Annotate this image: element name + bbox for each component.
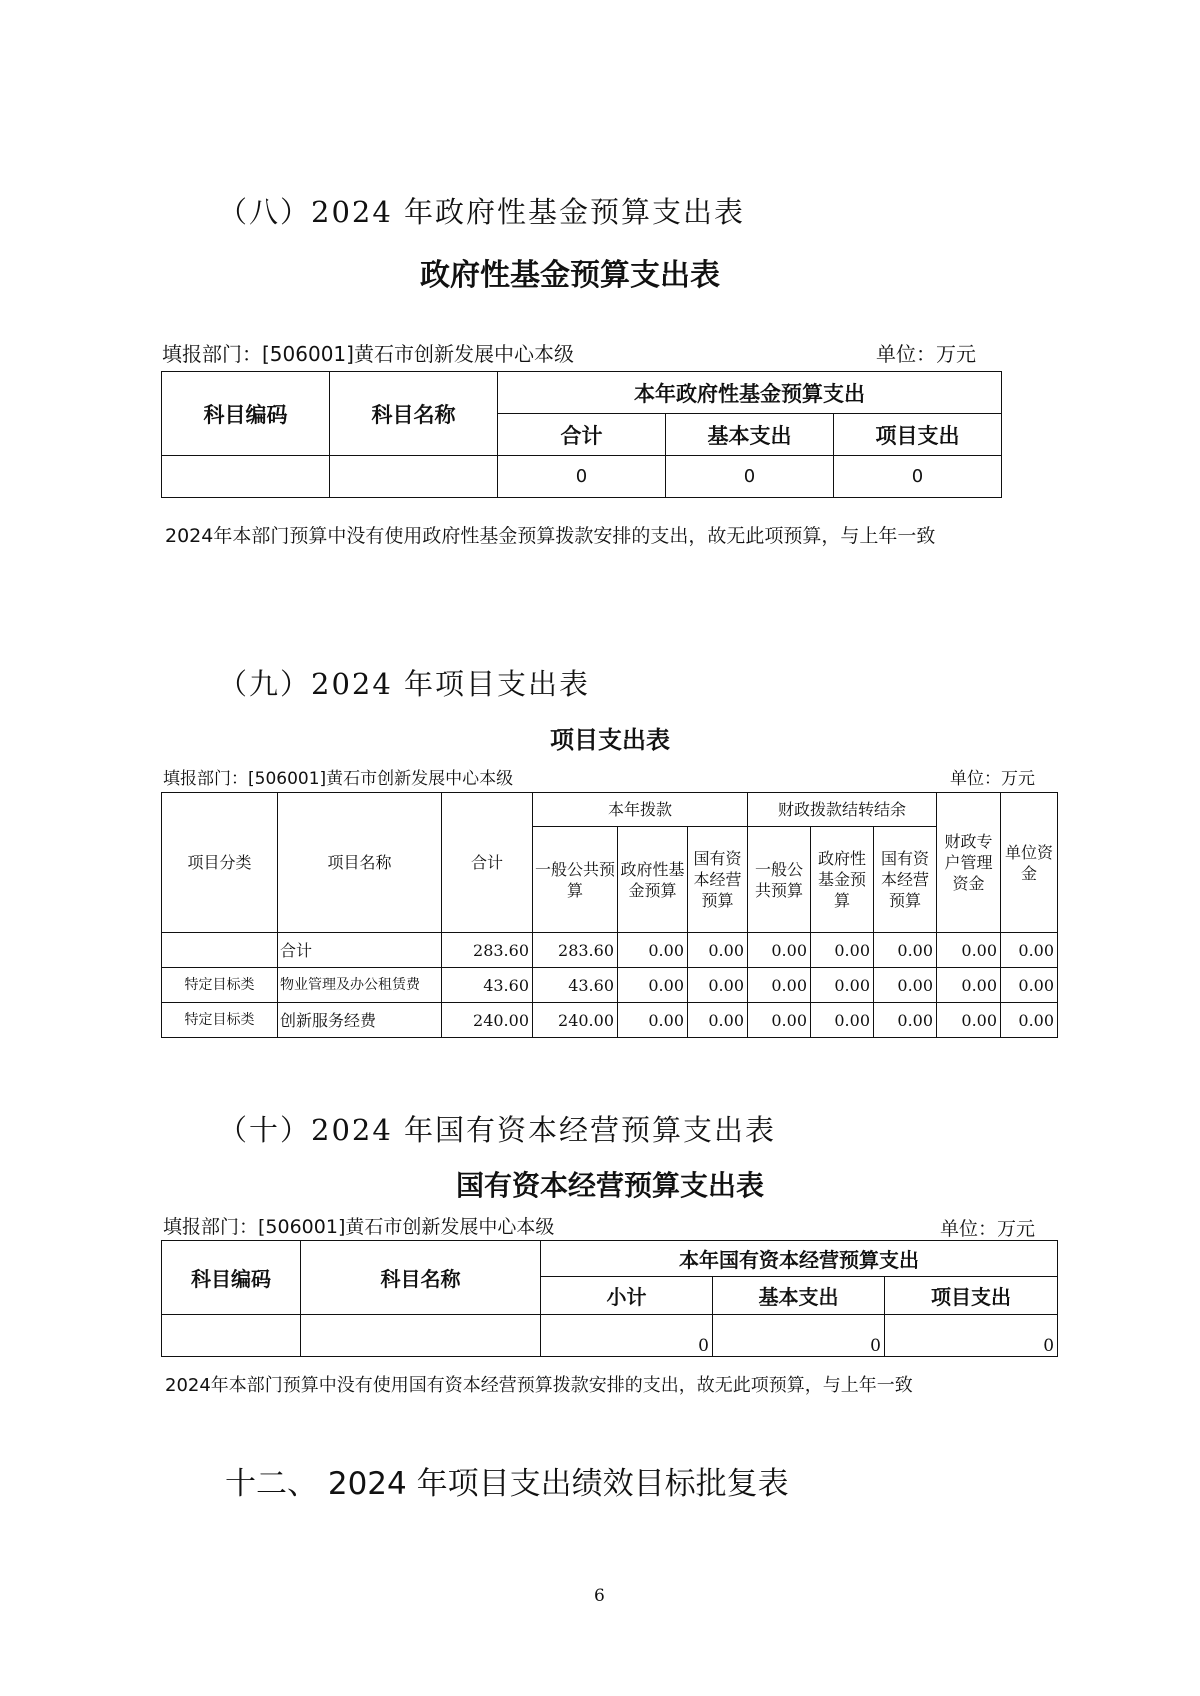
header-code: 科目编码	[162, 1241, 301, 1315]
cell-category: 特定目标类	[162, 968, 278, 1003]
table-row	[162, 933, 1058, 968]
cell-co-general: 0.00	[748, 1003, 811, 1038]
cell-basic: 0	[713, 1315, 885, 1357]
header-total: 合计	[442, 793, 533, 933]
table-row	[162, 1315, 1058, 1357]
header-project: 项目支出	[885, 1277, 1058, 1315]
header-group: 本年政府性基金预算支出	[498, 372, 1002, 414]
cell-general: 240.00	[533, 1003, 618, 1038]
cell-co-general: 0.00	[748, 933, 811, 968]
header-basic: 基本支出	[713, 1277, 885, 1315]
state-capital-table	[161, 1240, 1058, 1357]
table-row	[162, 456, 1002, 498]
section-8-note: 2024年本部门预算中没有使用政府性基金预算拨款安排的支出，故无此项预算，与上年一致	[165, 525, 936, 547]
cell-unit-fund: 0.00	[1001, 1003, 1058, 1038]
section-8-heading: （八）2024 年政府性基金预算支出表	[218, 195, 746, 229]
section-10-dept: 填报部门：[506001]黄石市创新发展中心本级	[163, 1216, 555, 1238]
cell-project: 0	[885, 1315, 1058, 1357]
cell-name: 合计	[278, 933, 442, 968]
section-8-table-title: 政府性基金预算支出表	[420, 258, 720, 293]
cell-total: 240.00	[442, 1003, 533, 1038]
cell-co-state-capital: 0.00	[874, 1003, 937, 1038]
cell-general: 283.60	[533, 933, 618, 968]
section-9-dept: 填报部门：[506001]黄石市创新发展中心本级	[163, 769, 514, 789]
cell-state-capital: 0.00	[688, 933, 748, 968]
header-carryover: 财政拨款结转结余	[748, 793, 937, 827]
cell-co-state-capital: 0.00	[874, 933, 937, 968]
section-12-heading: 十二、 2024 年项目支出绩效目标批复表	[225, 1466, 789, 1502]
cell-unit-fund: 0.00	[1001, 968, 1058, 1003]
header-subtotal: 小计	[541, 1277, 713, 1315]
section-9-table-title: 项目支出表	[550, 726, 670, 754]
cell-unit-fund: 0.00	[1001, 933, 1058, 968]
cell-name: 创新服务经费	[278, 1003, 442, 1038]
header-co-state-capital: 国有资本经营预算	[874, 827, 937, 933]
cell-co-gov-fund: 0.00	[811, 1003, 874, 1038]
table-row	[162, 1003, 1058, 1038]
cell-category	[162, 933, 278, 968]
cell-name	[330, 456, 498, 498]
header-special-fund: 财政专户管理资金	[937, 793, 1001, 933]
cell-total: 0	[498, 456, 666, 498]
cell-total: 43.60	[442, 968, 533, 1003]
cell-special-fund: 0.00	[937, 968, 1001, 1003]
header-code: 科目编码	[162, 372, 330, 456]
header-total: 合计	[498, 414, 666, 456]
project-expenditure-table	[161, 792, 1058, 1038]
cell-code	[162, 456, 330, 498]
section-8-dept: 填报部门：[506001]黄石市创新发展中心本级	[162, 342, 574, 366]
cell-project: 0	[834, 456, 1002, 498]
table-row	[162, 968, 1058, 1003]
header-current-grant: 本年拨款	[533, 793, 748, 827]
cell-co-state-capital: 0.00	[874, 968, 937, 1003]
cell-subtotal: 0	[541, 1315, 713, 1357]
header-co-gov-fund: 政府性基金预算	[811, 827, 874, 933]
header-group: 本年国有资本经营预算支出	[541, 1241, 1058, 1277]
cell-code	[162, 1315, 301, 1357]
header-unit-fund: 单位资金	[1001, 793, 1058, 933]
cell-co-general: 0.00	[748, 968, 811, 1003]
cell-gov-fund: 0.00	[618, 968, 688, 1003]
section-9-unit: 单位：万元	[950, 769, 1035, 789]
cell-state-capital: 0.00	[688, 968, 748, 1003]
page-number: 6	[594, 1586, 605, 1606]
header-state-capital: 国有资本经营预算	[688, 827, 748, 933]
header-name: 科目名称	[330, 372, 498, 456]
cell-special-fund: 0.00	[937, 1003, 1001, 1038]
cell-gov-fund: 0.00	[618, 933, 688, 968]
cell-co-gov-fund: 0.00	[811, 968, 874, 1003]
section-10-table-title: 国有资本经营预算支出表	[455, 1169, 764, 1202]
header-basic: 基本支出	[666, 414, 834, 456]
cell-basic: 0	[666, 456, 834, 498]
header-general: 一般公共预算	[533, 827, 618, 933]
cell-gov-fund: 0.00	[618, 1003, 688, 1038]
section-9-heading: （九）2024 年项目支出表	[218, 667, 591, 701]
section-8-unit: 单位：万元	[876, 342, 976, 366]
cell-name: 物业管理及办公租赁费	[278, 968, 442, 1003]
government-fund-table	[161, 371, 1002, 498]
header-name: 项目名称	[278, 793, 442, 933]
cell-name	[301, 1315, 541, 1357]
header-name: 科目名称	[301, 1241, 541, 1315]
cell-total: 283.60	[442, 933, 533, 968]
cell-general: 43.60	[533, 968, 618, 1003]
cell-co-gov-fund: 0.00	[811, 933, 874, 968]
section-10-unit: 单位：万元	[940, 1218, 1036, 1240]
cell-category: 特定目标类	[162, 1003, 278, 1038]
cell-special-fund: 0.00	[937, 933, 1001, 968]
cell-state-capital: 0.00	[688, 1003, 748, 1038]
header-project: 项目支出	[834, 414, 1002, 456]
header-gov-fund: 政府性基金预算	[618, 827, 688, 933]
header-category: 项目分类	[162, 793, 278, 933]
section-10-heading: （十）2024 年国有资本经营预算支出表	[218, 1113, 777, 1147]
header-co-general: 一般公共预算	[748, 827, 811, 933]
section-10-note: 2024年本部门预算中没有使用国有资本经营预算拨款安排的支出，故无此项预算，与上年一致	[165, 1375, 913, 1396]
